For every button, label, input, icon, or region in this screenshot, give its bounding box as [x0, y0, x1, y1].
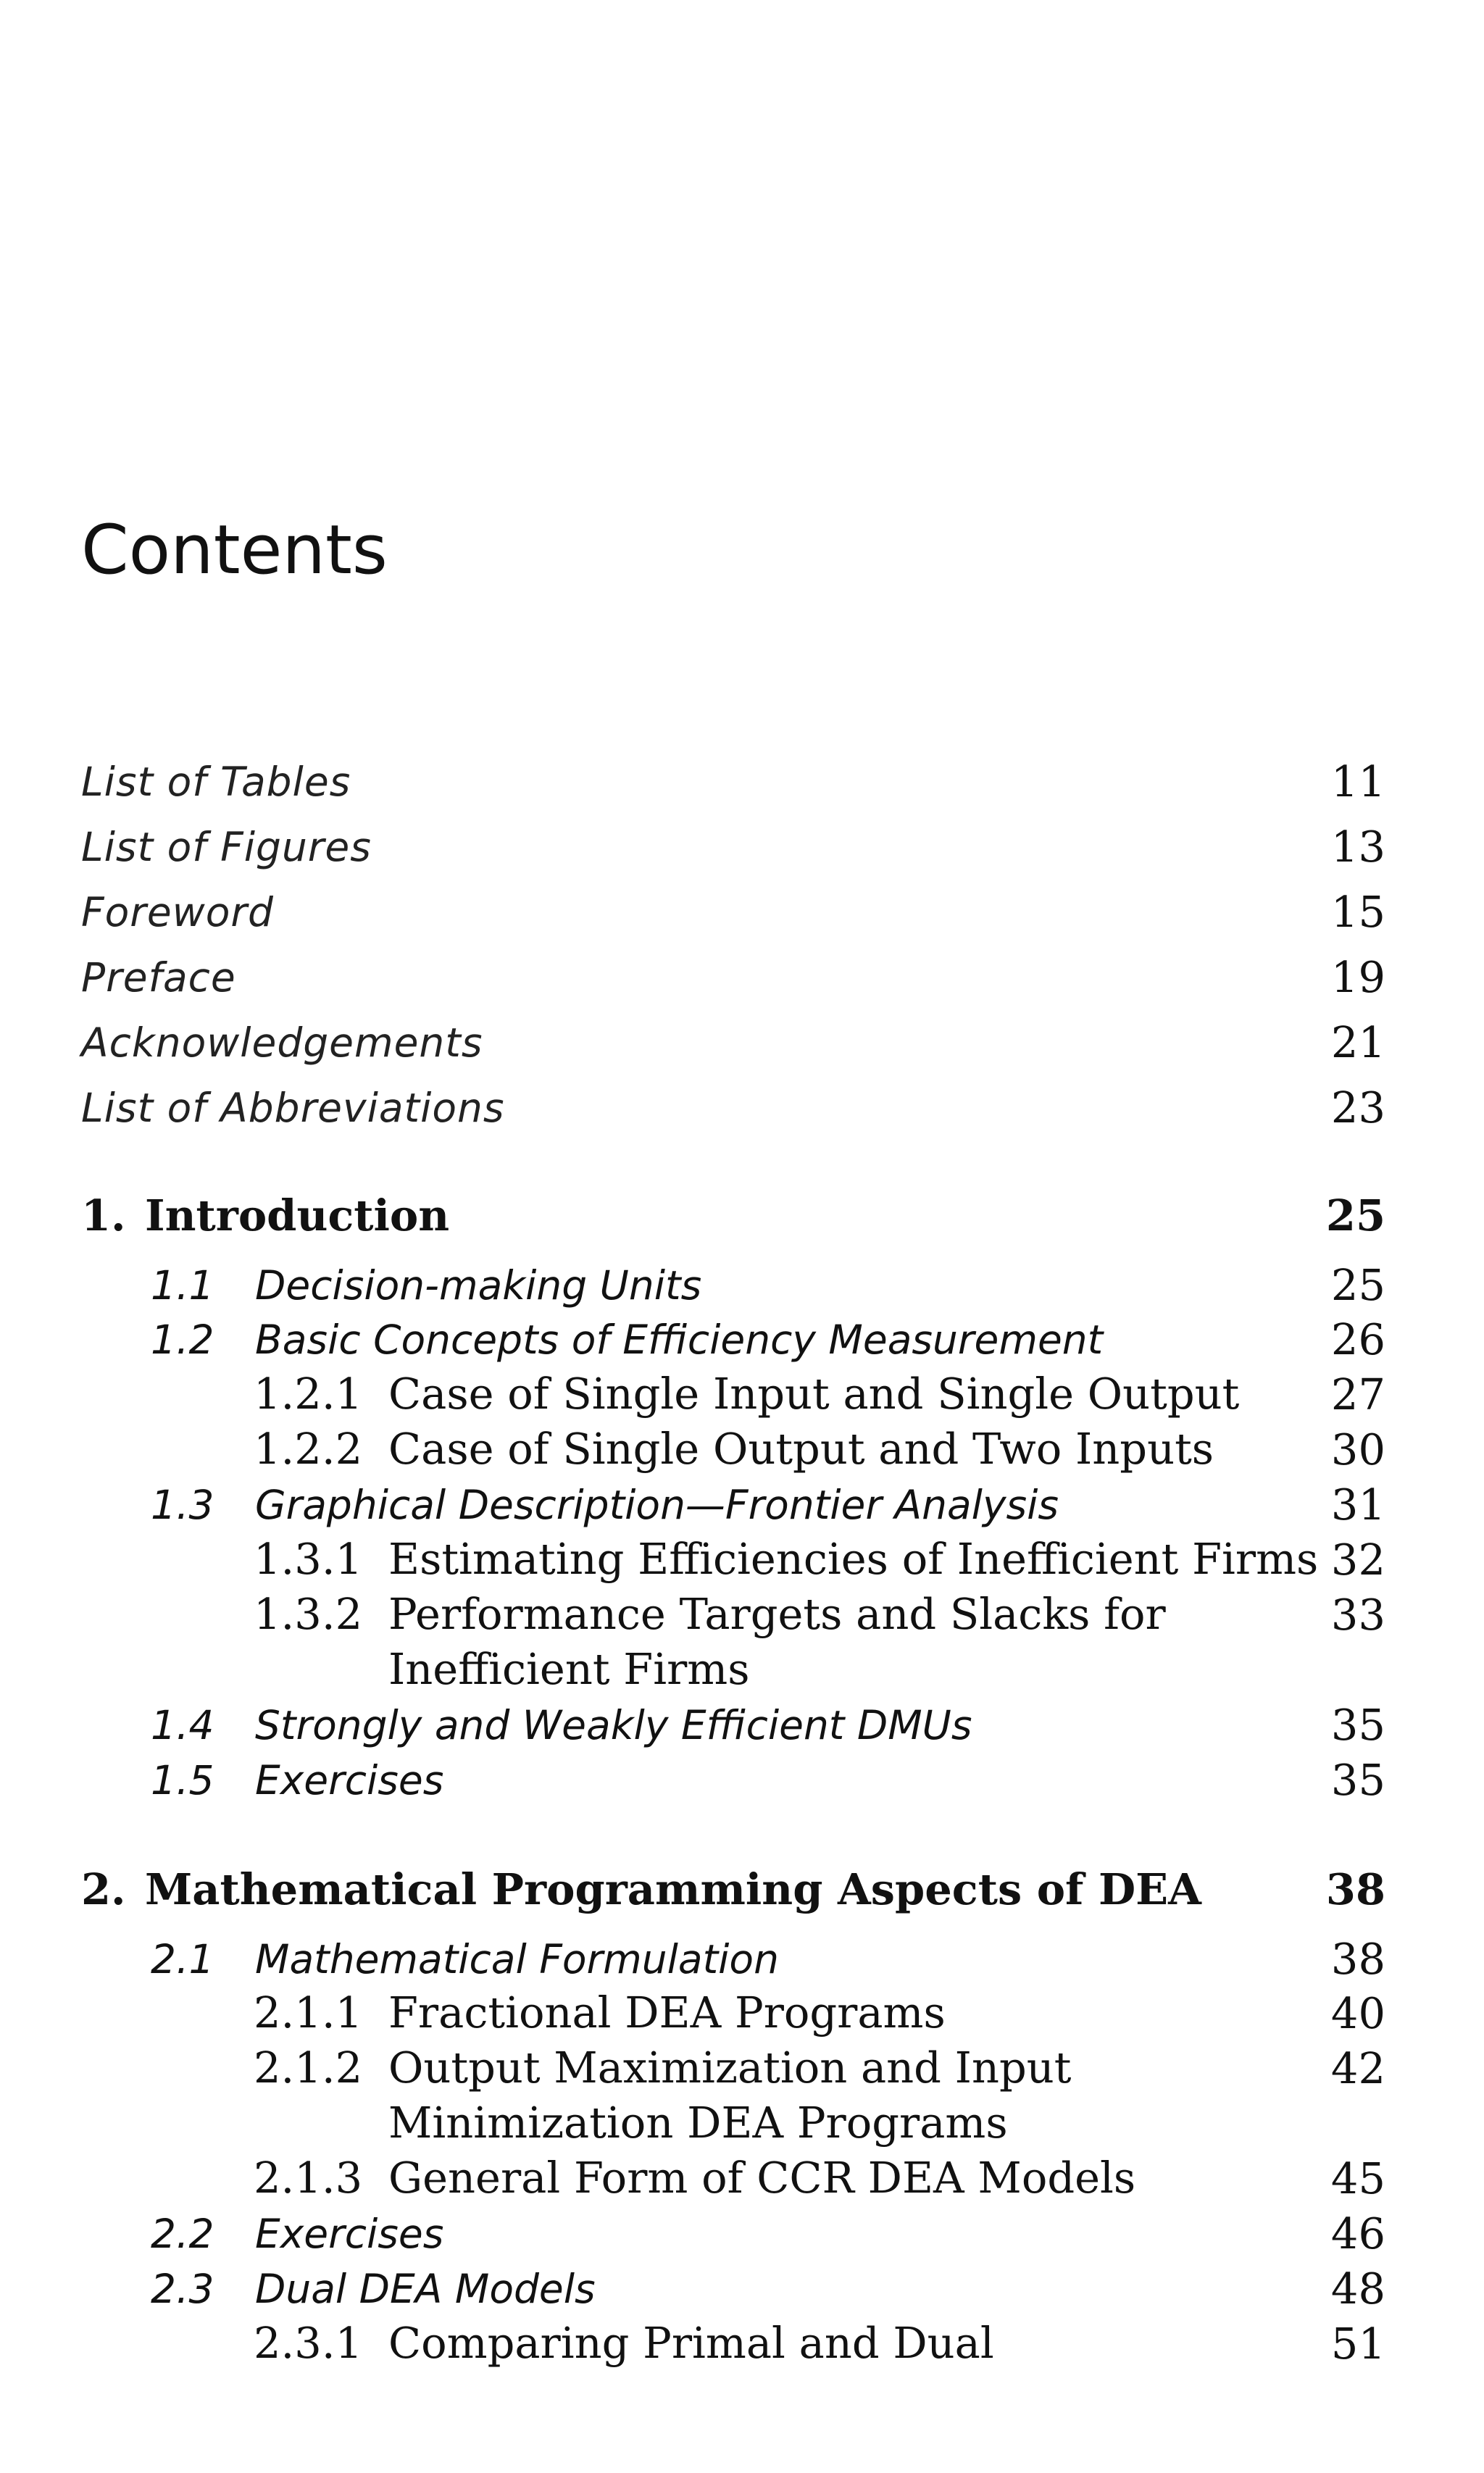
toc-chapter-1[interactable] [0, 1188, 1484, 1246]
toc-entry-preface[interactable] [0, 949, 1484, 1007]
chapter-page: 25 [1325, 1190, 1385, 1240]
section-number: 1.2 [151, 1317, 214, 1363]
toc-section-2-2[interactable] [0, 2206, 1484, 2264]
subsection-title: Case of Single Output and Two Inputs [388, 1424, 1214, 1474]
section-title: Exercises [255, 2211, 444, 2257]
toc-subsection-1-3-2[interactable] [0, 1587, 1484, 1700]
toc-subsection-2-3-1[interactable] [0, 2316, 1484, 2374]
section-number: 1.5 [151, 1757, 214, 1803]
section-number: 2.3 [151, 2266, 214, 2312]
subsection-page: 27 [1330, 1369, 1385, 1419]
subsection-number: 2.1.3 [254, 2153, 363, 2203]
subsection-number: 2.3.1 [254, 2318, 363, 2368]
subsection-number: 1.3.1 [254, 1534, 363, 1584]
toc-subsection-1-3-1[interactable] [0, 1532, 1484, 1590]
subsection-number: 2.1.2 [254, 2043, 363, 2093]
section-number: 1.4 [151, 1702, 214, 1748]
toc-entry-foreword[interactable] [0, 884, 1484, 942]
toc-subsection-2-1-3[interactable] [0, 2151, 1484, 2209]
section-title: Mathematical Formulation [255, 1936, 779, 1982]
subsection-title: General Form of CCR DEA Models [388, 2153, 1136, 2203]
toc-subsection-1-2-2[interactable] [0, 1422, 1484, 1480]
toc-section-1-1[interactable] [0, 1257, 1484, 1315]
section-number: 2.1 [151, 1936, 214, 1982]
toc-entry-page: 13 [1330, 822, 1385, 872]
toc-entry-title: Acknowledgements [81, 1019, 483, 1066]
subsection-title: Comparing Primal and Dual [388, 2318, 994, 2368]
subsection-title-continuation: Inefficient Firms [388, 1644, 750, 1694]
toc-entry-page: 15 [1330, 887, 1385, 937]
chapter-number: 1. [81, 1190, 126, 1240]
subsection-title: Case of Single Input and Single Output [388, 1369, 1240, 1419]
section-page: 35 [1330, 1700, 1385, 1750]
subsection-number: 1.2.2 [254, 1424, 363, 1474]
subsection-title: Output Maximization and Input [388, 2043, 1072, 2093]
toc-entry-title: List of Abbreviations [81, 1085, 505, 1131]
section-page: 35 [1330, 1755, 1385, 1805]
section-number: 1.3 [151, 1482, 214, 1528]
chapter-page: 38 [1325, 1864, 1385, 1914]
toc-section-2-1[interactable] [0, 1931, 1484, 1989]
section-title: Decision-making Units [255, 1262, 702, 1309]
toc-entry-page: 11 [1330, 756, 1385, 806]
subsection-page: 32 [1330, 1535, 1385, 1585]
section-title: Graphical Description—Frontier Analysis [255, 1482, 1059, 1528]
section-number: 2.2 [151, 2211, 214, 2257]
subsection-title: Performance Targets and Slacks for [388, 1589, 1166, 1639]
subsection-number: 1.3.2 [254, 1589, 363, 1639]
subsection-title: Estimating Efficiencies of Inefficient Firms [388, 1534, 1319, 1584]
toc-section-1-3[interactable] [0, 1477, 1484, 1535]
section-page: 46 [1330, 2209, 1385, 2259]
toc-entry-page: 21 [1330, 1017, 1385, 1067]
toc-entry-list-of-figures[interactable] [0, 819, 1484, 877]
section-page: 26 [1330, 1314, 1385, 1364]
toc-entry-page: 23 [1330, 1083, 1385, 1133]
toc-subsection-2-1-1[interactable] [0, 1985, 1484, 2043]
section-title: Exercises [255, 1757, 444, 1803]
toc-entry-list-of-tables[interactable] [0, 754, 1484, 812]
toc-entry-title: List of Tables [81, 759, 351, 805]
toc-subsection-1-2-1[interactable] [0, 1367, 1484, 1425]
subsection-page: 40 [1330, 1988, 1385, 2038]
page-title: Contents [81, 511, 388, 590]
toc-section-2-3[interactable] [0, 2261, 1484, 2319]
subsection-number: 1.2.1 [254, 1369, 363, 1419]
toc-entry-list-of-abbreviations[interactable] [0, 1080, 1484, 1138]
toc-entry-page: 19 [1330, 952, 1385, 1002]
section-title: Basic Concepts of Efficiency Measurement [255, 1317, 1104, 1363]
subsection-page: 33 [1330, 1590, 1385, 1640]
subsection-number: 2.1.1 [254, 1988, 363, 2038]
toc-section-1-5[interactable] [0, 1752, 1484, 1810]
chapter-title: Mathematical Programming Aspects of DEA [145, 1864, 1201, 1914]
section-title: Dual DEA Models [255, 2266, 596, 2312]
chapter-number: 2. [81, 1864, 126, 1914]
section-number: 1.1 [151, 1262, 214, 1309]
subsection-title: Fractional DEA Programs [388, 1988, 946, 2038]
section-page: 48 [1330, 2264, 1385, 2314]
toc-entry-title: List of Figures [81, 824, 372, 870]
subsection-page: 42 [1330, 2043, 1385, 2093]
section-page: 38 [1330, 1934, 1385, 1984]
toc-subsection-2-1-2[interactable] [0, 2040, 1484, 2153]
toc-entry-title: Preface [81, 954, 236, 1001]
toc-section-1-4[interactable] [0, 1697, 1484, 1755]
toc-entry-acknowledgements[interactable] [0, 1014, 1484, 1072]
section-page: 25 [1330, 1260, 1385, 1310]
subsection-page: 51 [1330, 2319, 1385, 2369]
chapter-title: Introduction [145, 1190, 450, 1240]
section-page: 31 [1330, 1480, 1385, 1530]
toc-entry-title: Foreword [81, 889, 274, 935]
toc-section-1-2[interactable] [0, 1311, 1484, 1369]
subsection-page: 30 [1330, 1425, 1385, 1475]
toc-chapter-2[interactable] [0, 1862, 1484, 1920]
subsection-page: 45 [1330, 2153, 1385, 2203]
subsection-title-continuation: Minimization DEA Programs [388, 2098, 1008, 2148]
section-title: Strongly and Weakly Efficient DMUs [255, 1702, 972, 1748]
